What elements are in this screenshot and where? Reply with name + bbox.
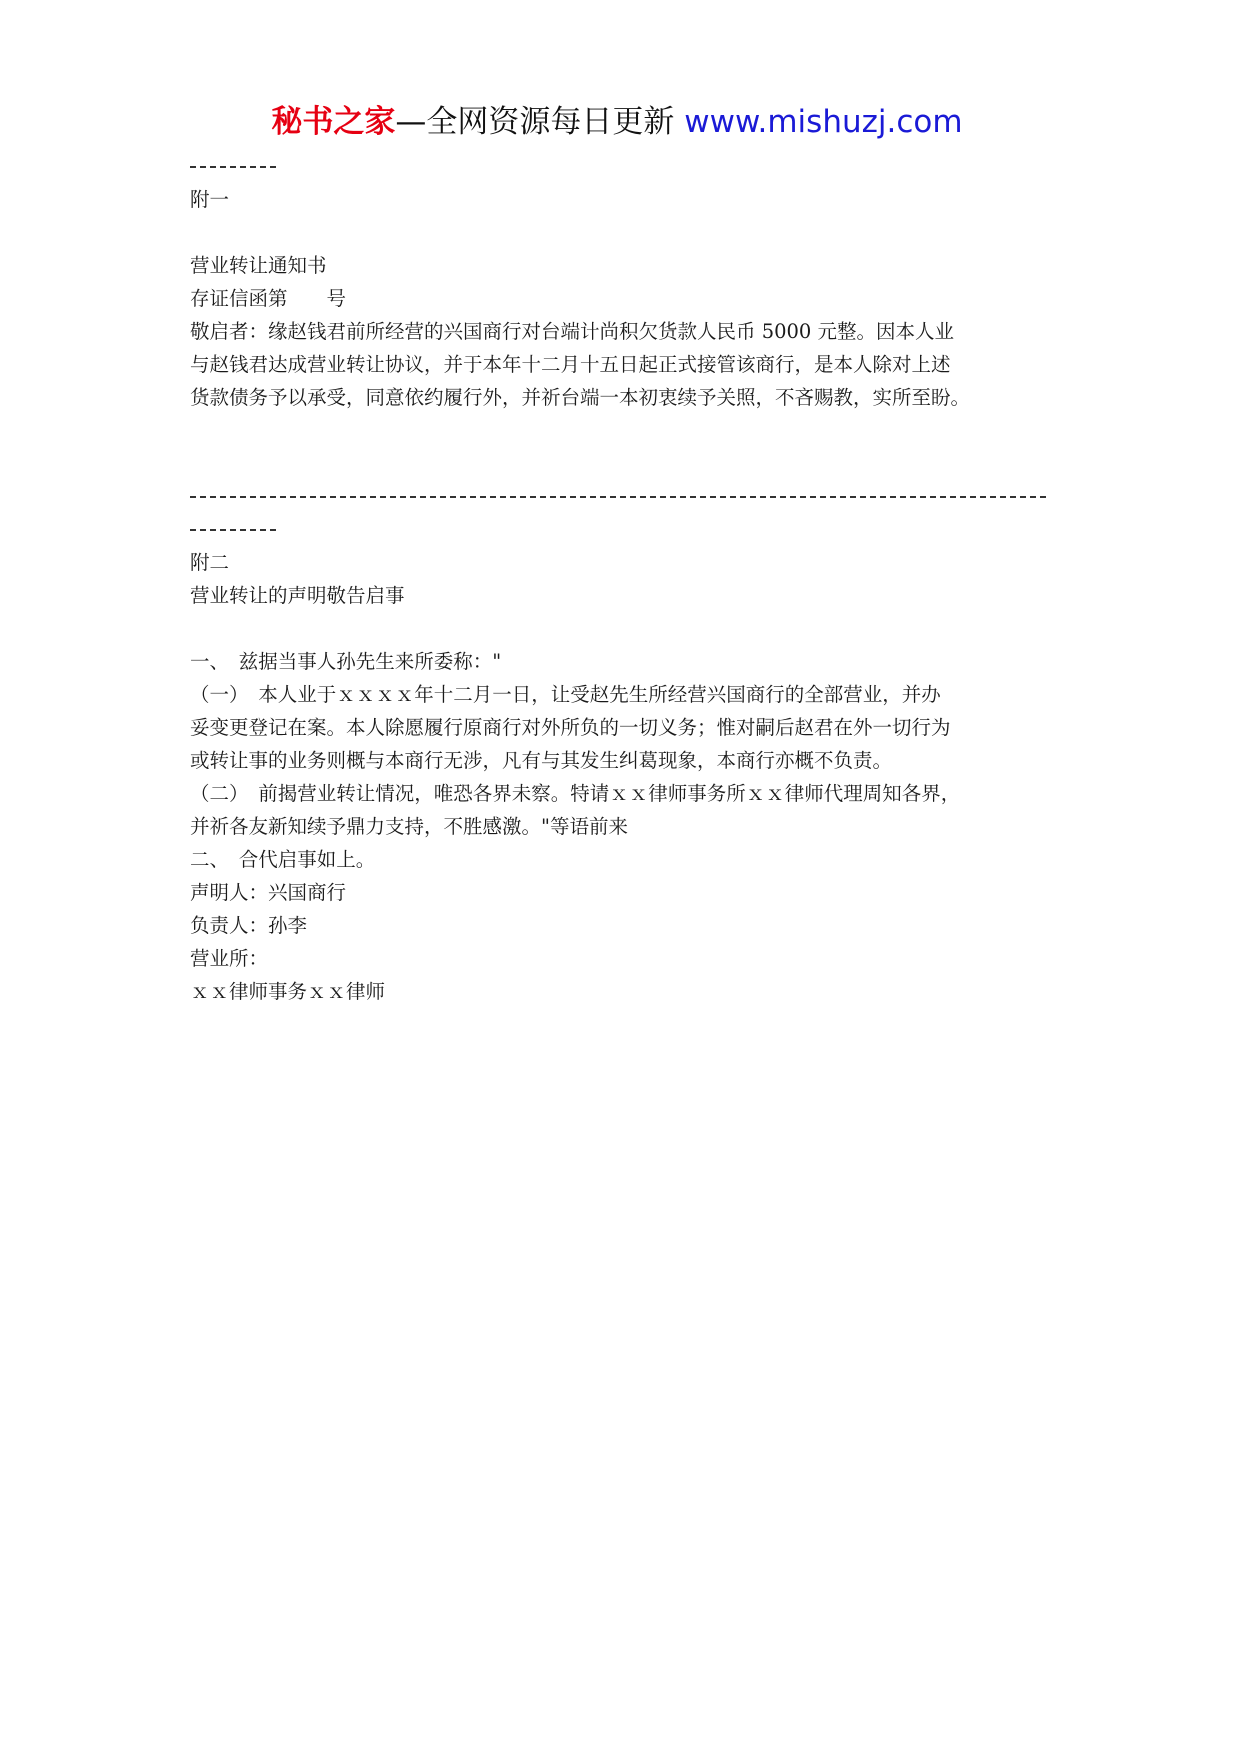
paragraph-line: 或转让事的业务则概与本商行无涉，凡有与其发生纠葛现象，本商行亦概不负责。 bbox=[190, 749, 893, 772]
appendix-1-title: 营业转让通知书 bbox=[190, 254, 327, 277]
document-body bbox=[190, 150, 1070, 1008]
page-header bbox=[0, 100, 1234, 144]
separator-short bbox=[190, 513, 1070, 546]
appendix-1-label: 附一 bbox=[190, 188, 230, 211]
responsible-person-line: 负责人：孙李 bbox=[190, 914, 308, 937]
paragraph-line: 与赵钱君达成营业转让协议，并于本年十二月十五日起正式接管该商行，是本人除对上述 bbox=[190, 353, 951, 376]
blank-line bbox=[190, 414, 1070, 480]
site-url-link[interactable]: www.mishuzj.com bbox=[684, 104, 963, 140]
paragraph-line: 二、 合代启事如上。 bbox=[190, 848, 376, 871]
paragraph-line: （二） 前揭营业转让情况，唯恐各界未察。特请ｘｘ律师事务所ｘｘ律师代理周知各界， bbox=[190, 782, 961, 805]
business-office-line: 营业所： bbox=[190, 947, 269, 970]
separator-short bbox=[190, 150, 1070, 183]
signature-line: ｘｘ律师事务ｘｘ律师 bbox=[190, 980, 386, 1003]
brand-name: 秘书之家 bbox=[271, 104, 396, 140]
declarant-line: 声明人：兴国商行 bbox=[190, 881, 347, 904]
separator-long bbox=[190, 480, 1070, 513]
paragraph-line: 并祈各友新知续予鼎力支持，不胜感激。"等语前来 bbox=[190, 815, 628, 838]
paragraph-line: 敬启者：缘赵钱君前所经营的兴国商行对台端计尚积欠货款人民币 5000 元整。因本人业 bbox=[190, 320, 955, 343]
blank-line bbox=[190, 612, 1070, 645]
paragraph-line: 货款债务予以承受，同意依约履行外，并祈台端一本初衷续予关照，不吝赐教，实所至盼。 bbox=[190, 386, 971, 409]
paragraph-line: 妥变更登记在案。本人除愿履行原商行对外所负的一切义务；惟对嗣后赵君在外一切行为 bbox=[190, 716, 951, 739]
appendix-2-label: 附二 bbox=[190, 551, 230, 574]
blank-line bbox=[190, 216, 1070, 249]
paragraph-line: （一） 本人业于ｘｘｘｘ年十二月一日，让受赵先生所经营兴国商行的全部营业，并办 bbox=[190, 683, 941, 706]
appendix-2-title: 营业转让的声明敬告启事 bbox=[190, 584, 405, 607]
appendix-1-reference: 存证信函第 号 bbox=[190, 287, 347, 310]
header-tagline: —全网资源每日更新 bbox=[395, 104, 675, 140]
paragraph-line: 一、 兹据当事人孙先生来所委称：" bbox=[190, 650, 502, 673]
